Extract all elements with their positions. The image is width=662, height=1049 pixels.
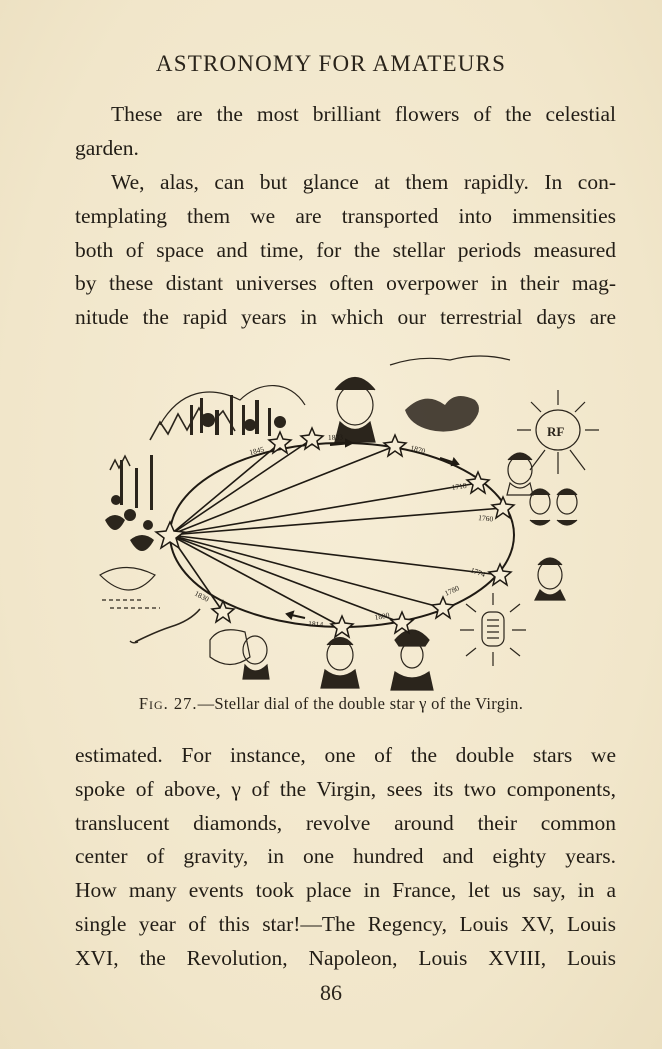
text-line: spoke of above, γ of the Virgin, sees its two components, [75, 776, 616, 801]
figure-caption [0, 694, 662, 714]
text-line: garden. [75, 135, 139, 160]
text-line: estimated. For instance, one of the double stars we [75, 743, 616, 767]
year-label: 1780 [443, 583, 461, 598]
page-number: 86 [320, 980, 342, 1005]
year-label: 1800 [373, 610, 391, 622]
running-head: ASTRONOMY FOR AMATEURS [155, 51, 507, 76]
year-label: 1718 [451, 480, 468, 492]
year-label: 1830 [193, 588, 211, 604]
paragraph-3 [75, 739, 616, 976]
text-line: templating them we are transported into immensities [75, 203, 616, 228]
year-label: 1814 [307, 619, 324, 630]
stellar-dial-figure [90, 350, 600, 695]
text-line: translucent diamonds, revolve around their common [75, 810, 616, 835]
year-label: 1774 [469, 565, 487, 580]
text-line: We, alas, can but glance at them rapidly. In con- [111, 170, 616, 194]
svg-text:RF: RF [547, 424, 565, 439]
text-line: These are the most brilliant flowers of the celestial [111, 102, 616, 126]
text-line: nitude the rapid years in which our terrestrial days are [75, 305, 616, 330]
paragraph-1 [75, 98, 616, 166]
orbit-star-1814 [331, 616, 353, 637]
orbit-direction-arrows [287, 440, 458, 618]
year-label: 1760 [477, 513, 494, 524]
orbit-star-1870 [384, 435, 406, 456]
figure-caption-label: Fig. 27. [138, 694, 198, 713]
orbit-star-1774 [489, 564, 511, 585]
text-line: center of gravity, in one hundred and eighty years. [75, 844, 616, 869]
vignette-illustrations [100, 356, 599, 690]
text-line: both of space and time, for the stellar periods measured [75, 237, 616, 262]
orbit-star-1718 [467, 472, 489, 493]
text-line: How many events took place in France, let us say, in a [75, 878, 616, 903]
text-line: XVI, the Revolution, Napoleon, Louis XVIII, Louis [75, 945, 616, 970]
figure-caption-text: —Stellar dial of the double star γ of the Virgin. [197, 694, 524, 713]
paragraph-2 [75, 166, 616, 335]
text-line: single year of this star!—The Regency, Louis XV, Louis [75, 911, 616, 936]
text-line: by these distant universes often overpower in their mag- [75, 271, 616, 296]
year-label: 1845 [248, 444, 266, 457]
orbit-star-1780 [432, 597, 454, 618]
year-label: 1870 [409, 443, 427, 456]
year-label: 1833 [327, 432, 344, 442]
